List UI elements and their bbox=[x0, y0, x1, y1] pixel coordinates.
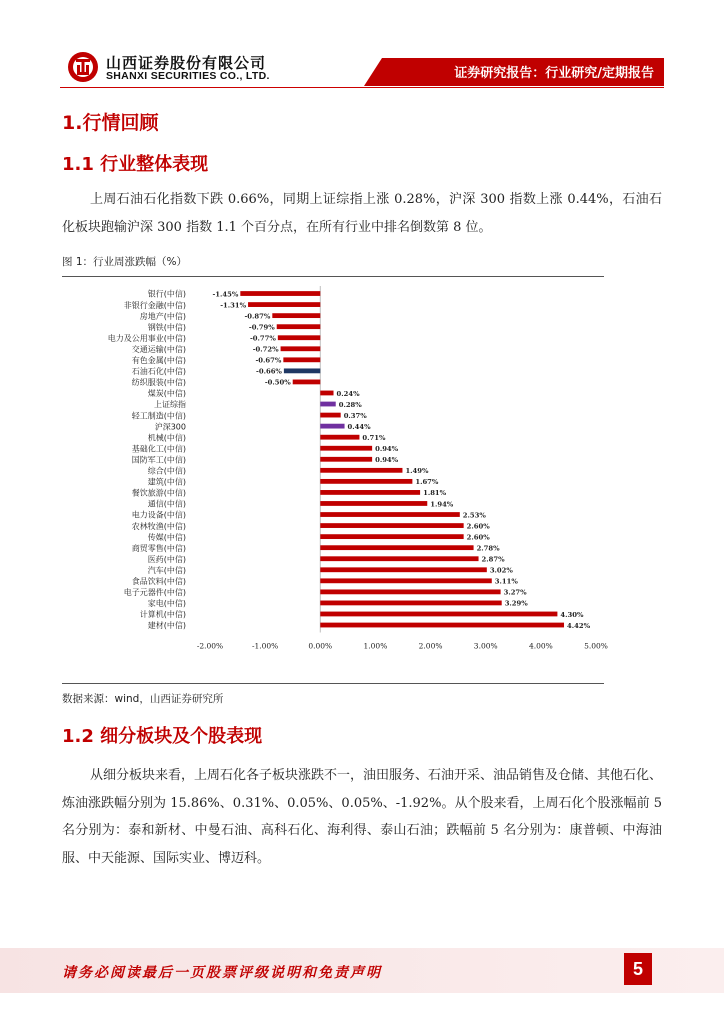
bar-2 bbox=[272, 313, 320, 318]
category-label-3: 钢铁(中信) bbox=[147, 322, 186, 332]
bar-12 bbox=[320, 424, 344, 429]
company-name-cn: 山西证券股份有限公司 bbox=[106, 54, 267, 72]
value-label-25: 3.02% bbox=[489, 566, 513, 575]
value-label-3: -0.79% bbox=[248, 323, 275, 332]
overall-paragraph: 上周石油石化指数下跌 0.66%，同期上证综指上涨 0.28%，沪深 300 指数上涨 0.44%，石油石化板块跑输沪深 300 指数 1.1 个百分点，在所有行业中排名倒数第 8 位。 bbox=[62, 192, 662, 235]
bar-19 bbox=[320, 501, 427, 506]
bar-0 bbox=[240, 291, 320, 296]
value-label-14: 0.94% bbox=[375, 445, 399, 454]
section-title-overall: 1.1 行业整体表现 bbox=[62, 154, 209, 175]
company-logo-icon bbox=[66, 50, 100, 84]
bar-3 bbox=[277, 324, 321, 329]
category-label-20: 电力设备(中信) bbox=[131, 510, 186, 520]
value-label-6: -0.67% bbox=[255, 356, 282, 365]
page-number: 5 bbox=[624, 953, 652, 985]
category-label-7: 石油石化(中信) bbox=[131, 367, 186, 377]
data-source: 数据来源：wind，山西证券研究所 bbox=[62, 693, 224, 705]
value-label-20: 2.53% bbox=[462, 511, 486, 520]
bar-23 bbox=[320, 545, 473, 550]
x-tick-label-3: 1.00% bbox=[363, 641, 388, 651]
bar-25 bbox=[320, 567, 487, 572]
category-label-5: 交通运输(中信) bbox=[131, 344, 186, 354]
category-label-28: 家电(中信) bbox=[147, 599, 186, 609]
value-label-4: -0.77% bbox=[249, 334, 276, 343]
bar-30 bbox=[320, 623, 564, 628]
value-label-1: -1.31% bbox=[220, 301, 247, 310]
x-tick-label-1: -1.00% bbox=[251, 641, 279, 651]
category-label-10: 上证综指 bbox=[154, 400, 186, 410]
category-label-27: 电子元器件(中信) bbox=[123, 588, 186, 598]
bar-18 bbox=[320, 490, 420, 495]
value-label-26: 3.11% bbox=[494, 577, 518, 586]
value-label-13: 0.71% bbox=[362, 433, 386, 442]
category-label-16: 综合(中信) bbox=[147, 466, 186, 476]
segments-paragraph: 从细分板块来看，上周石化各子板块涨跌不一，油田服务、石油开采、油品销售及仓储、其他石化、炼油涨跌幅分别为 15.86%、0.31%、0.05%、0.05%、-1.92%。从个股来看，上周石化个股涨幅前 5 名分别为：泰和新材、中曼石油、高科石化、海利得、泰山石油；跌幅前 5 名分别为：康普顿、中海油服、中天能源、国际实业、博迈科。 bbox=[62, 768, 663, 866]
category-label-26: 食品饮料(中信) bbox=[131, 577, 186, 587]
value-label-17: 1.67% bbox=[415, 478, 439, 487]
bar-26 bbox=[320, 578, 491, 583]
category-label-29: 计算机(中信) bbox=[139, 610, 186, 620]
bar-28 bbox=[320, 601, 501, 606]
bar-7 bbox=[284, 368, 320, 373]
category-label-17: 建筑(中信) bbox=[147, 477, 186, 487]
value-label-11: 0.37% bbox=[343, 411, 367, 420]
category-label-2: 房地产(中信) bbox=[139, 311, 186, 321]
x-tick-label-6: 4.00% bbox=[528, 641, 553, 651]
value-label-19: 1.94% bbox=[430, 500, 454, 509]
value-label-2: -0.87% bbox=[244, 312, 271, 321]
bar-15 bbox=[320, 457, 372, 462]
bar-16 bbox=[320, 468, 402, 473]
category-label-22: 传媒(中信) bbox=[147, 532, 186, 542]
value-label-29: 4.30% bbox=[560, 610, 584, 619]
section-title-review: 1.行情回顾 bbox=[62, 112, 159, 134]
value-label-0: -1.45% bbox=[212, 290, 239, 299]
figure-bottom-rule bbox=[62, 683, 604, 684]
bar-9 bbox=[320, 391, 333, 396]
bar-21 bbox=[320, 523, 463, 528]
category-label-11: 轻工制造(中信) bbox=[131, 411, 186, 421]
header-divider bbox=[60, 87, 664, 88]
category-label-30: 建材(中信) bbox=[147, 621, 186, 631]
value-label-24: 2.87% bbox=[481, 555, 505, 564]
x-tick-label-4: 2.00% bbox=[418, 641, 443, 651]
category-label-23: 商贸零售(中信) bbox=[131, 543, 186, 553]
category-label-21: 农林牧渔(中信) bbox=[131, 521, 186, 531]
value-label-27: 3.27% bbox=[503, 588, 527, 597]
category-label-9: 煤炭(中信) bbox=[147, 389, 186, 399]
category-label-8: 纺织服装(中信) bbox=[131, 378, 186, 388]
bar-27 bbox=[320, 589, 500, 594]
value-label-7: -0.66% bbox=[256, 367, 282, 376]
bar-6 bbox=[283, 357, 320, 362]
bar-4 bbox=[278, 335, 320, 340]
company-name-en: SHANXI SECURITIES CO., LTD. bbox=[106, 70, 270, 82]
bar-10 bbox=[320, 402, 335, 407]
bar-17 bbox=[320, 479, 412, 484]
bar-24 bbox=[320, 556, 478, 561]
x-tick-label-5: 3.00% bbox=[473, 641, 498, 651]
category-label-13: 机械(中信) bbox=[147, 433, 186, 443]
bar-11 bbox=[320, 413, 340, 418]
category-label-6: 有色金属(中信) bbox=[131, 356, 186, 366]
category-label-19: 通信(中信) bbox=[147, 499, 186, 509]
category-label-25: 汽车(中信) bbox=[147, 565, 186, 575]
category-label-15: 国防军工(中信) bbox=[131, 455, 186, 465]
report-type-label: 证券研究报告：行业研究/定期报告 bbox=[454, 66, 654, 81]
category-label-1: 非银行金融(中信) bbox=[123, 300, 186, 310]
category-label-4: 电力及公用事业(中信) bbox=[107, 333, 186, 343]
x-tick-label-2: 0.00% bbox=[308, 641, 333, 651]
category-label-24: 医药(中信) bbox=[147, 554, 186, 564]
figure-caption: 图 1：行业周涨跌幅（%） bbox=[62, 256, 187, 268]
bar-8 bbox=[293, 380, 321, 385]
bar-13 bbox=[320, 435, 359, 440]
category-label-12: 沪深300 bbox=[154, 422, 186, 432]
bar-22 bbox=[320, 534, 463, 539]
footer-disclaimer: 请务必阅读最后一页股票评级说明和免责声明 bbox=[62, 965, 382, 981]
bar-5 bbox=[281, 346, 321, 351]
value-label-23: 2.78% bbox=[476, 544, 500, 553]
section-title-segments: 1.2 细分板块及个股表现 bbox=[62, 726, 263, 747]
bar-29 bbox=[320, 612, 557, 617]
bar-1 bbox=[248, 302, 320, 307]
category-label-18: 餐饮旅游(中信) bbox=[131, 488, 186, 498]
x-tick-label-0: -2.00% bbox=[196, 641, 224, 651]
value-label-15: 0.94% bbox=[375, 456, 399, 465]
value-label-16: 1.49% bbox=[405, 467, 429, 476]
value-label-10: 0.28% bbox=[338, 400, 362, 409]
value-label-8: -0.50% bbox=[264, 378, 291, 387]
figure-top-rule bbox=[62, 276, 604, 277]
value-label-9: 0.24% bbox=[336, 389, 360, 398]
value-label-5: -0.72% bbox=[252, 345, 279, 354]
value-label-12: 0.44% bbox=[347, 422, 371, 431]
category-label-14: 基础化工(中信) bbox=[131, 444, 186, 454]
industry-weekly-change-chart bbox=[62, 280, 608, 680]
bar-14 bbox=[320, 446, 372, 451]
value-label-30: 4.42% bbox=[567, 621, 591, 630]
category-label-0: 银行(中信) bbox=[147, 289, 186, 299]
value-label-22: 2.60% bbox=[466, 533, 490, 542]
value-label-18: 1.81% bbox=[423, 489, 447, 498]
bar-20 bbox=[320, 512, 460, 517]
x-tick-label-7: 5.00% bbox=[584, 641, 608, 651]
value-label-21: 2.60% bbox=[466, 522, 490, 531]
value-label-28: 3.29% bbox=[504, 599, 528, 608]
